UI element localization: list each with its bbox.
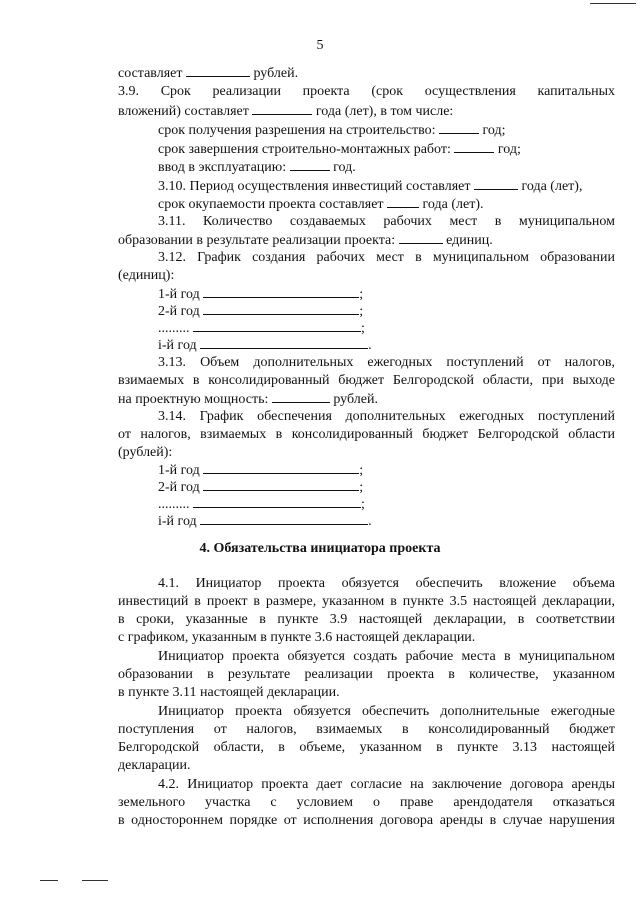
fill-blank <box>200 336 368 349</box>
schedule-row: 2-й год ; <box>158 304 364 319</box>
text-line: 4.1. Инициатор проекта обязуется обеспечить вложение объема <box>158 576 615 591</box>
schedule-row: ......... ; <box>158 497 365 512</box>
text-line: 3.11. Количество создаваемых рабочих мест в муниципальном <box>158 214 615 229</box>
text-line: срок завершения строительно-монтажных работ: год; <box>158 142 521 157</box>
fill-blank <box>474 177 518 190</box>
scan-mark <box>40 880 58 881</box>
fill-blank <box>252 102 312 115</box>
fill-blank <box>290 158 330 171</box>
text-line: 3.13. Объем дополнительных ежегодных поступлений от налогов, <box>158 355 615 370</box>
fill-blank <box>200 512 368 525</box>
scan-mark <box>590 3 636 4</box>
text-line: Инициатор проекта обязуется обеспечить дополнительные ежегодные <box>158 704 615 719</box>
schedule-row: 1-й год ; <box>158 463 364 478</box>
section-heading: 4. Обязательства инициатора проекта <box>199 541 441 556</box>
page-number: 5 <box>316 38 324 53</box>
fill-blank <box>399 231 443 244</box>
text-line: 3.9. Срок реализации проекта (срок осуществления капитальных <box>118 84 615 99</box>
text-line: составляет рублей. <box>118 66 299 81</box>
text-line: в пункте 3.11 настоящей декларации. <box>118 685 340 700</box>
text-line: декларации. <box>118 758 191 773</box>
schedule-row: i-й год . <box>158 514 372 529</box>
fill-blank <box>193 495 361 508</box>
schedule-row: ......... ; <box>158 321 365 336</box>
text-line: инвестиций в проект в размере, указанном в пункте 3.5 настоящей декларации, <box>118 594 615 609</box>
text-line: 3.14. График обеспечения дополнительных ежегодных поступлений <box>158 409 615 424</box>
fill-blank <box>203 478 359 491</box>
text-line: поступления от налогов, взимаемых в консолидированный бюджет <box>118 722 615 737</box>
text-line: срок окупаемости проекта составляет года (лет). <box>158 197 484 212</box>
fill-blank <box>272 390 330 403</box>
schedule-row: 1-й год ; <box>158 287 364 302</box>
text-line: 3.10. Период осуществления инвестиций составляет года (лет), <box>158 179 583 194</box>
fill-blank <box>203 302 359 315</box>
text-line: (рублей): <box>118 445 173 460</box>
text-line: образовании в результате реализации проекта: единиц. <box>118 233 493 248</box>
fill-blank <box>203 461 359 474</box>
text-line: в одностороннем порядке от исполнения договора аренды в случае нарушения <box>118 813 615 828</box>
text-line: (единиц): <box>118 268 175 283</box>
fill-blank <box>439 121 479 134</box>
fill-blank <box>203 285 359 298</box>
fill-blank <box>186 64 250 77</box>
text-line: срок получения разрешения на строительство: год; <box>158 123 506 138</box>
text-line: 3.12. График создания рабочих мест в муниципальном образовании <box>158 250 615 265</box>
text-line: образовании в результате реализации проекта в количестве, указанном <box>118 667 615 682</box>
text-line: Белгородской области, в объеме, указанном в пункте 3.13 настоящей <box>118 740 615 755</box>
fill-blank <box>387 195 419 208</box>
text-line: Инициатор проекта обязуется создать рабочие места в муниципальном <box>158 649 615 664</box>
text-line: ввод в эксплуатацию: год. <box>158 160 356 175</box>
text-line: земельного участка с условием о праве арендодателя отказаться <box>118 795 615 810</box>
schedule-row: 2-й год ; <box>158 480 364 495</box>
text-line: с графиком, указанным в пункте 3.6 настоящей декларации. <box>118 630 476 645</box>
fill-blank <box>193 319 361 332</box>
text-line: 4.2. Инициатор проекта дает согласие на заключение договора аренды <box>158 777 615 792</box>
fill-blank <box>454 140 494 153</box>
schedule-row: i-й год . <box>158 338 372 353</box>
text-line: на проектную мощность: рублей. <box>118 392 378 407</box>
text-line: от налогов, взимаемых в консолидированный бюджет Белгородской области <box>118 427 615 442</box>
scan-mark <box>82 880 108 881</box>
text-line: вложений) составляет года (лет), в том числе: <box>118 104 454 119</box>
text-line: в сроки, указанные в пункте 3.9 настоящей декларации, в соответствии <box>118 612 615 627</box>
text-line: взимаемых в консолидированный бюджет Белгородской области, при выходе <box>118 373 615 388</box>
